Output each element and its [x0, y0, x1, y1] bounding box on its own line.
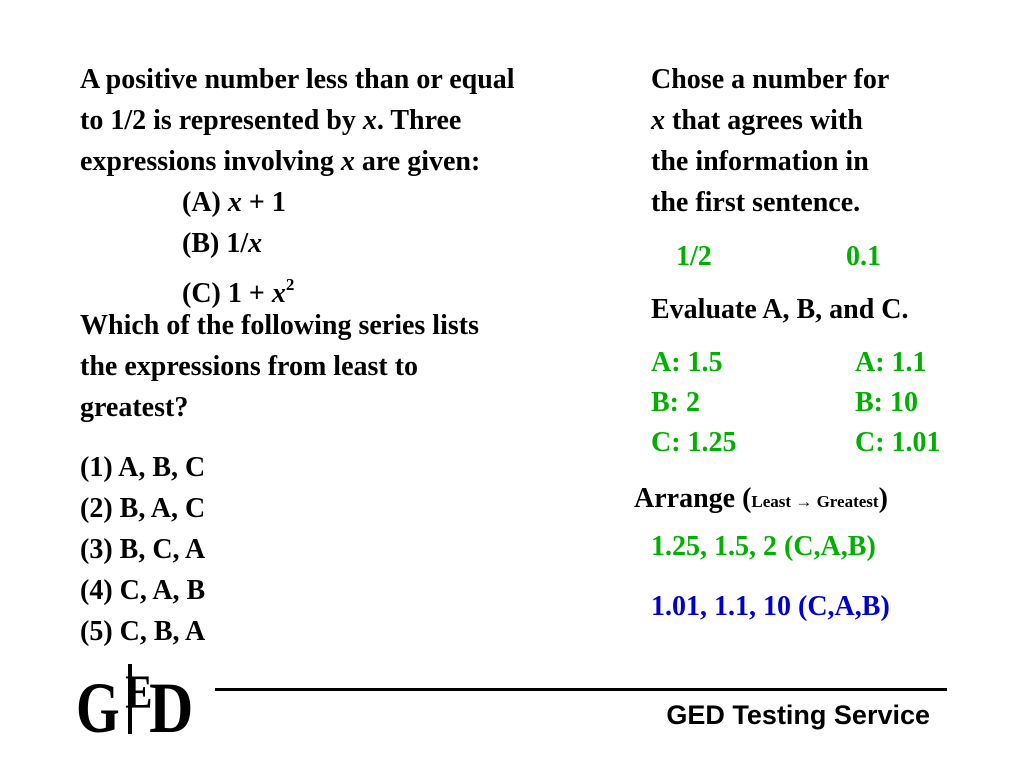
expression-c: (C) $1 + x^2$ — [182, 275, 295, 309]
answer-choice-2: (2) B, A, C — [80, 493, 206, 524]
result-line-1: 1.25, 1.5, 2 (C,A,B) — [651, 531, 876, 562]
variable-x: x — [651, 105, 665, 136]
variable-x: x — [248, 228, 263, 259]
evaluation-left — [651, 343, 737, 463]
instruction-text — [651, 59, 889, 223]
logo-letter-g: G — [76, 667, 120, 736]
question-prompt-3: greatest? — [80, 392, 189, 423]
question-prompt-1: Which of the following series lists — [80, 310, 479, 341]
evaluation-right — [855, 343, 941, 463]
logo-letter-e: E — [125, 664, 153, 719]
eval-right-a: A: 1.1 — [855, 347, 927, 378]
question-prompt-2: the expressions from least to — [80, 351, 419, 382]
arrange-heading: Arrange (Least → Greatest) — [634, 483, 888, 514]
eval-left-b: B: 2 — [651, 387, 700, 418]
ged-logo — [76, 662, 204, 736]
chosen-value-right: 0.1 — [846, 241, 881, 272]
variable-x: x — [271, 278, 286, 309]
variable-x: x — [340, 146, 355, 177]
instruction-line-1: Chose a number for — [651, 64, 890, 95]
question-line-3: expressions involving x are given: — [80, 146, 481, 177]
footer-text: GED Testing Service — [666, 700, 930, 730]
eval-left-c: C: 1.25 — [651, 427, 737, 458]
evaluate-heading: Evaluate A, B, and C. — [651, 294, 909, 325]
question-text — [80, 59, 515, 428]
expression-b: (B) 1/x — [182, 228, 263, 259]
footer-rule — [215, 688, 947, 691]
instruction-line-2: x that agrees with — [651, 105, 863, 136]
answer-choices — [80, 447, 205, 652]
expression-a: (A) x + 1 — [182, 187, 286, 218]
eval-left-a: A: 1.5 — [651, 347, 723, 378]
answer-choice-3: (3) B, C, A — [80, 534, 206, 565]
chosen-value-left: 1/2 — [676, 241, 712, 272]
eval-right-b: B: 10 — [855, 387, 918, 418]
exponent: 2 — [285, 275, 295, 294]
result-line-2: 1.01, 1.1, 10 (C,A,B) — [651, 591, 890, 622]
answer-choice-4: (4) C, A, B — [80, 575, 206, 606]
variable-x: x — [362, 105, 377, 136]
question-line-2: to 1/2 is represented by x. Three — [80, 105, 462, 136]
arrow-right-icon: → — [795, 492, 813, 511]
question-line-1: A positive number less than or equal — [80, 64, 515, 95]
variable-x: x — [227, 187, 242, 218]
answer-choice-1: (1) A, B, C — [80, 452, 206, 483]
answer-choice-5: (5) C, B, A — [80, 616, 206, 647]
instruction-line-3: the information in — [651, 146, 869, 177]
instruction-line-4: the first sentence. — [651, 187, 861, 218]
eval-right-c: C: 1.01 — [855, 427, 941, 458]
logo-letter-d: D — [149, 668, 194, 736]
